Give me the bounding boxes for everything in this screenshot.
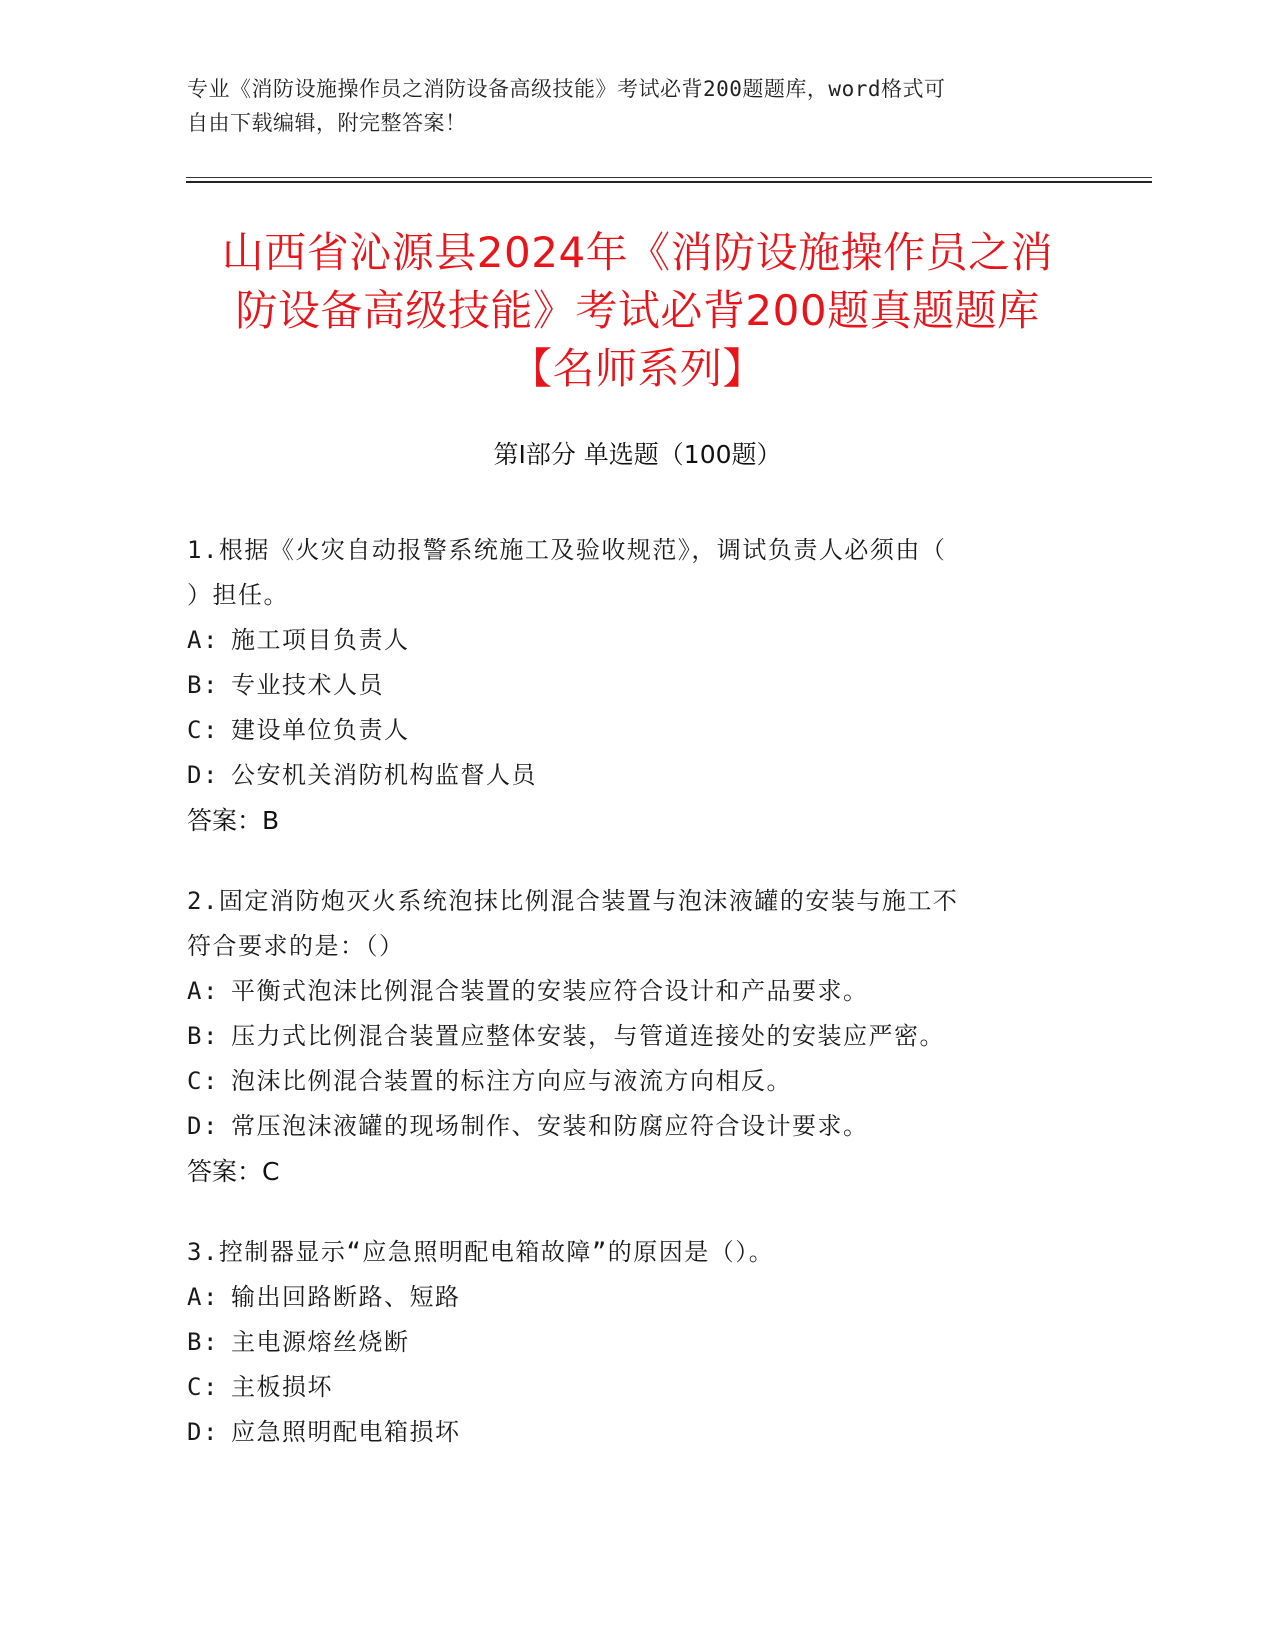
- header-divider-thick: [186, 181, 1152, 183]
- question-1-option-d: [187, 753, 1067, 798]
- question-2-option-b: [187, 1014, 1067, 1059]
- question-3-option-a: [187, 1275, 1067, 1320]
- question-1-answer: 答案：B: [187, 806, 280, 835]
- option-text: 常压泡沫液罐的现场制作、安装和防腐应符合设计要求。: [231, 1112, 869, 1140]
- question-2-option-c: [187, 1059, 1067, 1104]
- header-note: [187, 72, 1067, 140]
- option-key: C:: [187, 1373, 219, 1401]
- option-text: 输出回路断路、短路: [231, 1283, 461, 1311]
- question-3-option-b: [187, 1320, 1067, 1365]
- title-line-3: 【名师系列】: [509, 344, 765, 393]
- document-title: [150, 224, 1125, 398]
- title-line-2: 防设备高级技能》考试必背200题真题题库: [235, 286, 1040, 335]
- question-2-option-d: [187, 1104, 1067, 1149]
- question-2: [187, 879, 1067, 1194]
- question-1-stem-line-1: 1.根据《火灾自动报警系统施工及验收规范》，调试负责人必须由（: [187, 536, 947, 564]
- header-note-line-1: 专业《消防设施操作员之消防设备高级技能》考试必背200题题库，word格式可: [187, 77, 946, 101]
- option-text: 建设单位负责人: [231, 716, 410, 744]
- option-text: 平衡式泡沫比例混合装置的安装应符合设计和产品要求。: [231, 977, 869, 1005]
- option-key: B:: [187, 1022, 219, 1050]
- option-text: 公安机关消防机构监督人员: [231, 761, 537, 789]
- section-heading: 第Ⅰ部分 单选题（100题）: [493, 440, 782, 469]
- question-list: [187, 528, 1067, 1491]
- question-1: [187, 528, 1067, 843]
- question-2-answer: 答案：C: [187, 1157, 280, 1186]
- question-1-option-a: [187, 618, 1067, 663]
- option-key: D:: [187, 1418, 219, 1446]
- question-1-stem-line-2: ）担任。: [187, 581, 289, 609]
- option-text: 应急照明配电箱损坏: [231, 1418, 461, 1446]
- question-3-option-d: [187, 1410, 1067, 1455]
- option-text: 主板损坏: [231, 1373, 333, 1401]
- option-key: D:: [187, 1112, 219, 1140]
- question-3-stem-line-1: 3.控制器显示“应急照明配电箱故障”的原因是（）。: [187, 1238, 775, 1266]
- question-1-option-c: [187, 708, 1067, 753]
- question-2-stem-line-1: 2.固定消防炮灭火系统泡抹比例混合装置与泡沫液罐的安装与施工不: [187, 887, 959, 915]
- question-1-option-b: [187, 663, 1067, 708]
- option-key: A:: [187, 626, 219, 654]
- title-line-1: 山西省沁源县2024年《消防设施操作员之消: [221, 228, 1054, 277]
- option-key: A:: [187, 1283, 219, 1311]
- option-key: C:: [187, 716, 219, 744]
- option-key: B:: [187, 671, 219, 699]
- option-text: 压力式比例混合装置应整体安装，与管道连接处的安装应严密。: [231, 1022, 945, 1050]
- question-2-option-a: [187, 969, 1067, 1014]
- option-key: B:: [187, 1328, 219, 1356]
- question-2-stem-line-2: 符合要求的是：（）: [187, 932, 405, 960]
- question-3-option-c: [187, 1365, 1067, 1410]
- header-note-line-2: 自由下载编辑，附完整答案！: [187, 111, 467, 135]
- option-key: D:: [187, 761, 219, 789]
- question-3: [187, 1230, 1067, 1455]
- header-divider-thin: [186, 177, 1152, 178]
- option-text: 泡沫比例混合装置的标注方向应与液流方向相反。: [231, 1067, 792, 1095]
- option-text: 施工项目负责人: [231, 626, 410, 654]
- option-text: 专业技术人员: [231, 671, 384, 699]
- option-text: 主电源熔丝烧断: [231, 1328, 410, 1356]
- option-key: A:: [187, 977, 219, 1005]
- option-key: C:: [187, 1067, 219, 1095]
